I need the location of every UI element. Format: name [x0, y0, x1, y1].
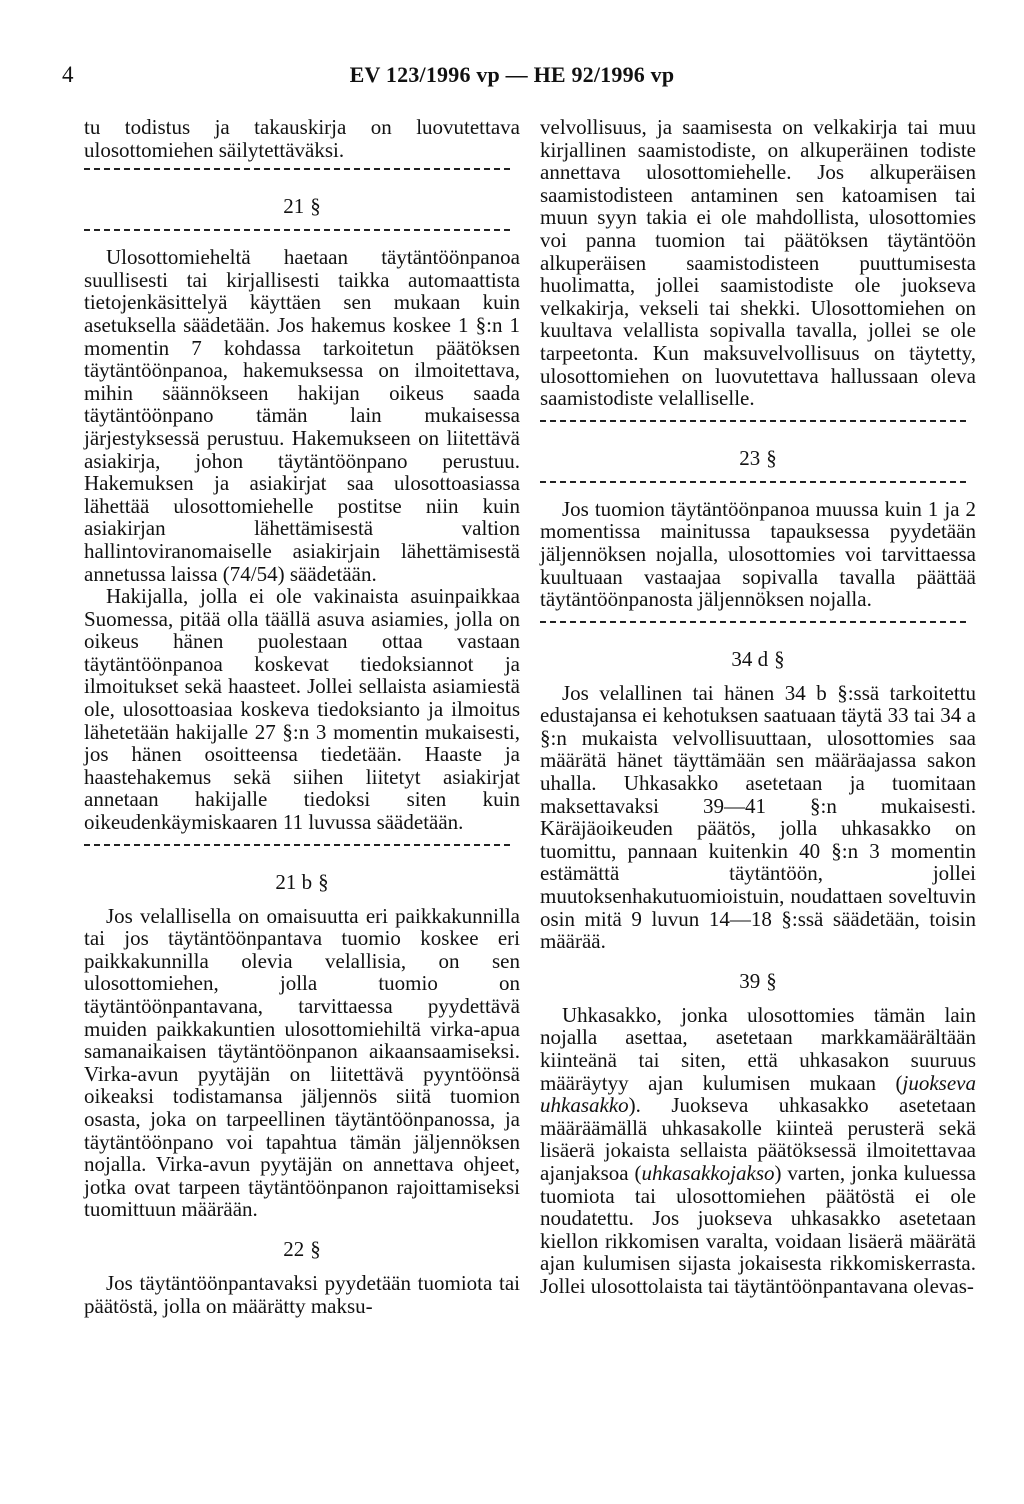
omission-divider: [540, 481, 966, 491]
section-sign: §: [766, 968, 777, 993]
section-number: 23: [739, 445, 761, 470]
defined-term: juokseva uhkasakko: [540, 1070, 976, 1118]
omission-divider: [84, 168, 510, 178]
section-number: 39: [739, 968, 761, 993]
section-heading-34d: [540, 647, 976, 672]
paragraph-39-1: [540, 1004, 976, 1298]
omission-divider: [84, 229, 510, 239]
page-header: [0, 62, 1024, 92]
paragraph-23-1: Jos tuomion täytäntöönpanoa muussa kuin 1 ja 2 momentissa mainitussa tapauksessa pyydetään jäljennöksen nojalla, ulosottomies voi tarvittaessa kuultuaan vastaajaa sopivalla tavalla päättää täytäntöönpanosta jäljennöksen nojalla.: [540, 496, 976, 612]
running-title: EV 123/1996 vp — HE 92/1996 vp: [349, 62, 675, 87]
section-number: 22: [283, 1236, 305, 1261]
left-column: [84, 116, 520, 1317]
paragraph-21-2: Hakijalla, jolla ei ole vakinaista asuinpaikkaa Suomessa, pitää olla täällä asuva asiamies, jolla on oikeus hänen puolestaan ottaa vastaan täytäntöönpanoa koskevat tiedoksiannot ja ilmoitukset sekä haasteet. Jollei sellaista asiamiestä ole, ulosottoasiaa koskeva tiedoksianto ja ilmoitus lähetetään hakijalle 27 §:n 3 momentin mukaisesti, jos hänen osoitteensa tiedetään. Haaste ja haastehakemus sekä siihen liitetyt asiakirjat annetaan hakijalle tiedoksi siten kuin oikeudenkäymiskaaren 11 luvussa säädetään.: [84, 584, 520, 835]
section-sign: §: [318, 869, 329, 894]
omission-divider: [84, 844, 510, 854]
omission-divider: [540, 420, 966, 430]
paragraph-intro: tu todistus ja takauskirja on luovutettava ulosottomiehen säilytettäväksi.: [84, 115, 520, 162]
text-run: ). Juokseva uhkasakko asetetaan määräämällä uhkasakolle kiinteä perusterä sekä lisäerä jokaista sellaista päätöksessä ilmoitettavaa ajanjaksoa (: [540, 1093, 976, 1185]
section-sign: §: [310, 194, 321, 219]
section-sign: §: [766, 445, 777, 470]
section-number: 34 d: [731, 646, 769, 671]
section-heading-39: [540, 969, 976, 994]
section-number: 21: [283, 194, 305, 219]
paragraph-34d-1: Jos velallinen tai hänen 34 b §:ssä tarkoitettu edustajansa ei kehotuksen saatuaan täytä 33 tai 34 a §:n mukaista velvollisuuttaan, ulosottomies saa määrätä hänet täyttämään sen määräajassa sakon uhalla. Uhkasakko asetetaan ja tuomitaan maksettavaksi 39—41 §:n mukaisesti. Käräjäoikeuden päätös, jolla uhkasakko on tuomittu, pannaan kuitenkin 40 §:n 3 momentin estämättä täytäntöön, jollei muutoksenhakutuomioistuin, noudattaen soveltuvin osin mitä 9 luvun 14—18 §:ssä säädetään, toisin määrää.: [540, 680, 976, 954]
page-number: 4: [62, 62, 74, 87]
section-heading-23: [540, 446, 976, 471]
section-heading-21b: [84, 870, 520, 895]
paragraph-21b-1: Jos velallisella on omaisuutta eri paikkakunnilla tai jos täytäntöönpantava tuomio koskee eri paikkakunnilla olevia velallisia, on sen ulosottomiehen, jolla tuomio on täytäntöönpantavana, tarvittaessa pyydettävä muiden paikkakuntien ulosottomiehiltä virka-apua samanaikaisen täytäntöönpanon aikaansaamiseksi. Virka-avun pyytäjän on liitettävä pyyntöönsä oikeaksi todistamansa jäljennös siitä tuomion osasta, joka on tarpeellinen täytäntöönpanossa, ja täytäntöönpano voi tapahtua tämän jäljennöksen nojalla. Virka-avun pyytäjän on annettava ohjeet, jotka ovat tarpeen täytäntöönpanon rajoittamiseksi tuomittuun määrään.: [84, 903, 520, 1222]
section-heading-22: [84, 1237, 520, 1262]
section-sign: §: [774, 646, 785, 671]
right-column: [540, 116, 976, 1298]
defined-term: uhkasakkojakso: [641, 1160, 775, 1185]
text-run: ) varten, jonka kuluessa tuomiota tai ulosottomiehen päätöstä ei ole noudatettu. Jos juokseva uhkasakko asetetaan kiellon rikkomisen varalta, voidaan lisäerä määrätä ajan kulumisen sijasta jokaisesta rikkomiskerrasta. Jollei ulosottolaista tai täytäntöönpantavana olevas-: [540, 1160, 976, 1298]
section-sign: §: [310, 1236, 321, 1261]
section-number: 21 b: [275, 869, 313, 894]
paragraph-22-cont: velvollisuus, ja saamisesta on velkakirja tai muu kirjallinen saamistodiste, on alkuperäinen todiste annettava ulosottomiehelle. Jos alkuperäisen saamistodisteen antaminen sen katoamisen tai muun syyn takia ei ole mahdollista, ulosottomies voi panna tuomion tai päätöksen täytäntöön alkuperäisen saamistodisteen puuttumisesta huolimatta, jollei saamistodiste ole juokseva velkakirja, vekseli tai shekki. Ulosottomiehen on kuultava velallista sopivalla tavalla, jollei se ole tarpeetonta. Kun maksuvelvollisuus on täytetty, ulosottomiehen on luovutettava hallussaan oleva saamistodiste velalliselle.: [540, 115, 976, 411]
paragraph-22-1: Jos täytäntöönpantavaksi pyydetään tuomiota tai päätöstä, jolla on määrätty maksu-: [84, 1270, 520, 1318]
text-run: Uhkasakko, jonka ulosottomies tämän lain nojalla asettaa, asetetaan markkamäärältään kiinteänä tai siten, että uhkasakon suuruus määräytyy ajan kulumisen mukaan (: [540, 1002, 976, 1095]
section-heading-21: [84, 194, 520, 219]
paragraph-21-1: Ulosottomieheltä haetaan täytäntöönpanoa suullisesti tai kirjallisesti taikka automaattista tietojenkäsittelyä käyttäen sen mukaan kuin asetuksella säädetään. Jos hakemus koskee 1 §:n 1 momentin 7 kohdassa tarkoitetun päätöksen täytäntöönpanoa, hakemuksessa on ilmoitettava, mihin säännökseen hakijan oikeus saada täytäntöönpano tämän lain mukaisessa järjestyksessä perustuu. Hakemukseen on liitettävä asiakirja, johon täytäntöönpano perustuu. Hakemuksen ja asiakirjat saa ulosottoasiassa lähettää ulosottomiehelle postitse niin kuin asiakirjan lähettämisestä valtion hallintoviranomaiselle asiakirjain lähettämisestä annetussa laissa (74/54) säädetään.: [84, 245, 520, 586]
omission-divider: [540, 621, 966, 631]
